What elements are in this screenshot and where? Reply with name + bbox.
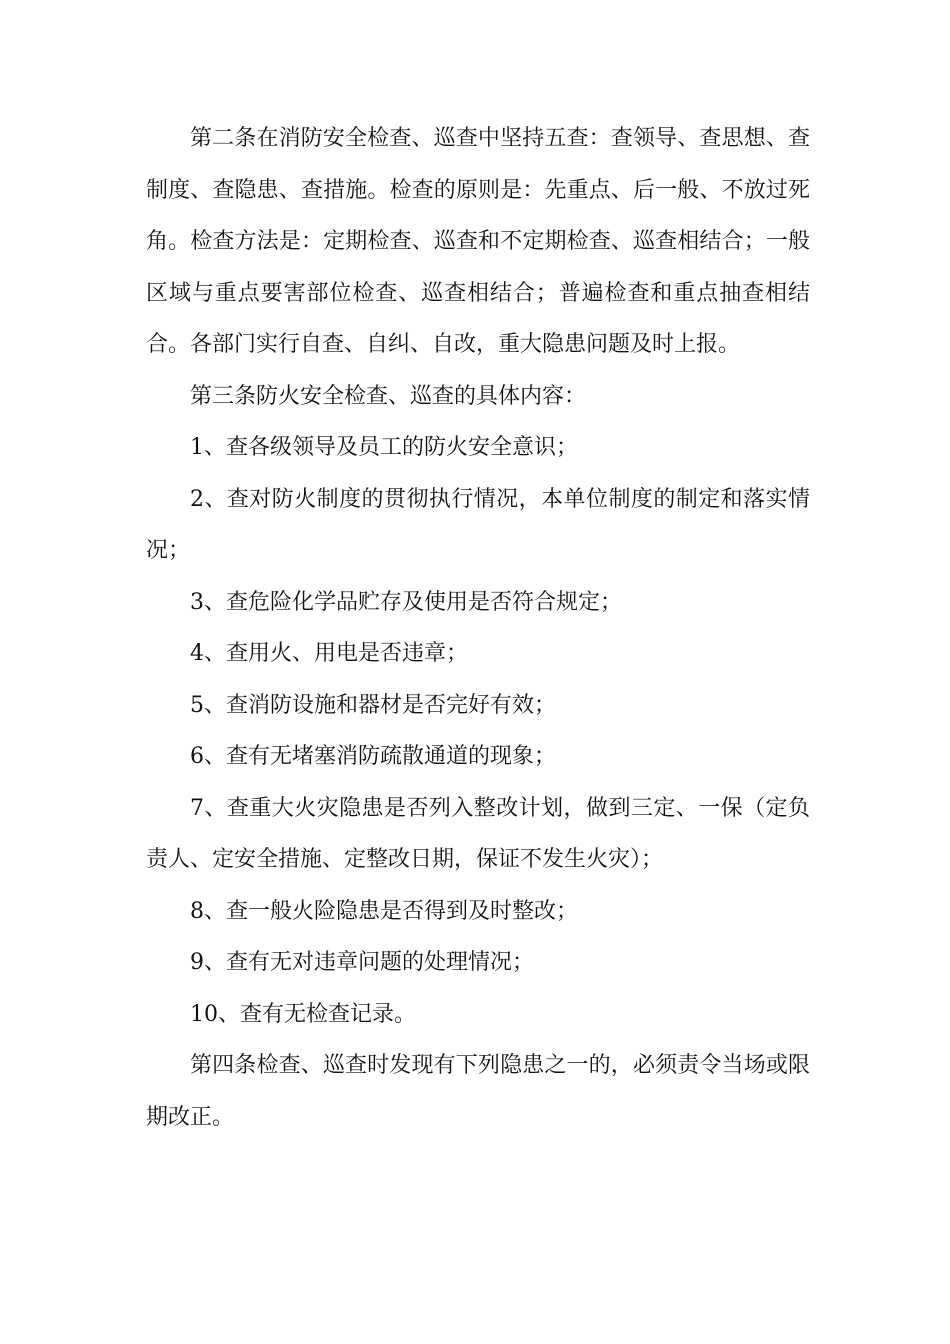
check-item-10: 10、查有无检查记录。 <box>190 1001 416 1027</box>
article-4-paragraph: 第四条检查、巡查时发现有下列隐患之一的，必须责令当场或限期改正。 <box>146 1053 810 1130</box>
check-item-3: 3、查危险化学品贮存及使用是否符合规定； <box>190 589 622 615</box>
document-body <box>146 113 810 1143</box>
check-item-1: 1、查各级领导及员工的防火安全意识； <box>190 435 578 460</box>
article-2-paragraph: 第二条在消防安全检查、巡查中坚持五查：查领导、查思想、查制度、查隐患、查措施。检查的原则是：先重点、后一般、不放过死角。检查方法是：定期检查、巡查和不定期检查、巡查相结合；一般区域与重点要害部位检查、巡查相结合；普遍检查和重点抽查相结合。各部门实行自查、自纠、自改，重大隐患问题及时上报。 <box>146 126 810 357</box>
check-item-8: 8、查一般火险隐患是否得到及时整改； <box>190 898 578 924</box>
check-item-6: 6、查有无堵塞消防疏散通道的现象； <box>190 744 556 769</box>
check-item-9: 9、查有无对违章问题的处理情况； <box>190 950 534 975</box>
article-3-paragraph: 第三条防火安全检查、巡查的具体内容： <box>190 383 587 409</box>
check-item-4: 4、查用火、用电是否违章； <box>190 641 468 666</box>
check-item-5: 5、查消防设施和器材是否完好有效； <box>190 692 556 718</box>
check-item-7: 7、查重大火灾隐患是否列入整改计划，做到三定、一保（定负责人、定安全措施、定整改日期，保证不发生火灾）； <box>146 795 810 872</box>
check-item-2: 2、查对防火制度的贯彻执行情况，本单位制度的制定和落实情况； <box>146 486 810 563</box>
